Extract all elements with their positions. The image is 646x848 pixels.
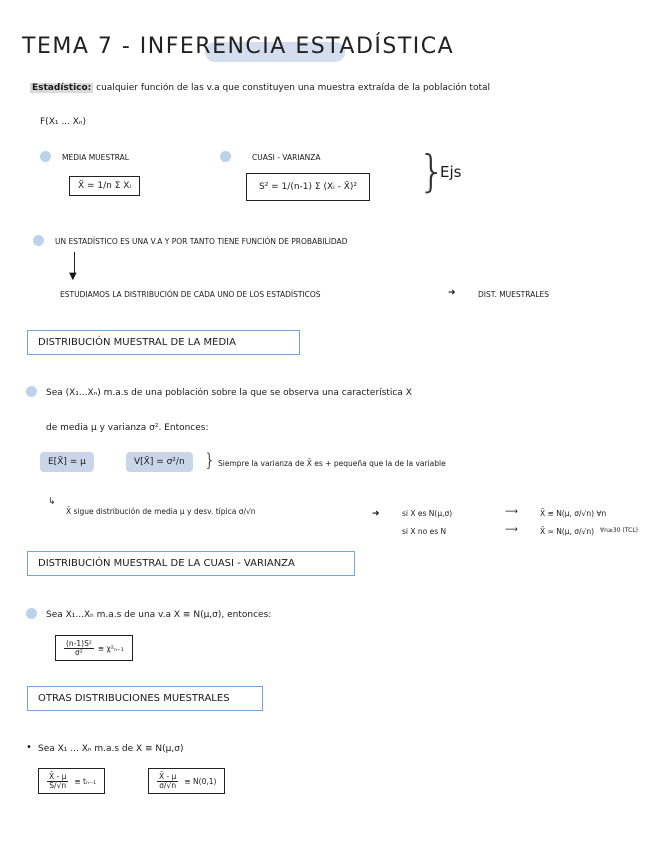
case2-condition: si X no es N — [402, 527, 447, 536]
cuasi-label: CUASI - VARIANZA — [252, 153, 321, 162]
variance-formula: V[X̄] = σ²/n — [126, 452, 193, 472]
section-media-heading: DISTRIBUCIÓN MUESTRAL DE LA MEDIA — [27, 330, 300, 355]
section-cuasi-heading: DISTRIBUCIÓN MUESTRAL DE LA CUASI - VARIANZA — [27, 551, 355, 576]
follows-text: X̄ sigue distribución de media μ y desv. típica σ/√n — [66, 507, 256, 516]
media-line1: Sea (X₁...Xₙ) m.a.s de una población sobre la que se observa una característica X — [46, 388, 412, 398]
n-formula-denominator: σ/√n — [159, 780, 177, 790]
bullet-4-icon — [26, 608, 37, 619]
function-notation: F(X₁ ... Xₙ) — [40, 117, 87, 127]
definition-text: cualquier función de las v.a que constituyen una muestra extraída de la población total — [96, 83, 490, 93]
case2-note: ∀n≥30 (TCL) — [600, 527, 639, 534]
page-title: TEMA 7 - INFERENCIA ESTADÍSTICA — [22, 34, 455, 59]
small-brace-icon: } — [204, 450, 216, 471]
bullet-5-icon: • — [26, 742, 32, 753]
t-formula-rhs: ≡ tₙ₋₁ — [74, 776, 96, 786]
otras-line: Sea X₁ ... Xₙ m.a.s de X ≡ N(μ,σ) — [38, 744, 184, 754]
statement-text: UN ESTADÍSTICO ES UNA V.A Y POR TANTO TIENE FUNCIÓN DE PROBABILIDAD — [55, 237, 348, 246]
cuasi-line: Sea X₁...Xₙ m.a.s de una v.a X ≡ N(μ,σ), entonces: — [46, 610, 272, 620]
chi-formula-denominator: σ² — [75, 647, 83, 657]
ejs-label: Ejs — [440, 163, 462, 181]
t-formula-numerator: X̄ - μ — [49, 772, 67, 781]
estudiamos-text: ESTUDIAMOS LA DISTRIBUCIÓN DE CADA UNO DE LOS ESTADÍSTICOS — [60, 290, 321, 299]
cuasi-formula: S² = 1/(n-1) Σ (Xᵢ - X̄)² — [246, 173, 370, 201]
section-otras-heading: OTRAS DISTRIBUCIONES MUESTRALES — [27, 686, 263, 711]
dist-muestrales-text: DIST. MUESTRALES — [478, 290, 549, 299]
normal-formula — [148, 768, 225, 794]
n-formula-rhs: ≡ N(0,1) — [184, 776, 217, 786]
bullet-3-icon — [26, 386, 37, 397]
t-student-formula — [38, 768, 105, 794]
media-formula: X̄ = 1/n Σ Xᵢ — [69, 176, 140, 196]
t-formula-denominator: S/√n — [49, 780, 67, 790]
chi-square-formula — [55, 635, 133, 661]
case1-condition: si X es N(μ,σ) — [402, 509, 453, 518]
media-label: MEDIA MUESTRAL — [62, 153, 129, 162]
case1-result: X̄ ≡ N(μ, σ/√n) ∀n — [540, 509, 607, 518]
bullet-2-icon — [220, 151, 231, 162]
case2-result: X̄ ≈ N(μ, σ/√n) — [540, 527, 595, 536]
bullet-1-icon — [40, 151, 51, 162]
variance-note: Siempre la varianza de X̄ es + pequeña que la de la variable — [218, 459, 446, 468]
down-arrow-icon: ▼ — [69, 271, 77, 282]
follows-arrow-icon: ↳ — [48, 497, 56, 507]
arrow-right-3-icon: ⟶ — [505, 525, 518, 535]
expectation-formula: E[X̄] = μ — [40, 452, 94, 472]
arrow-right-2-icon: ⟶ — [505, 507, 518, 517]
right-arrow-icon: ➜ — [448, 288, 456, 298]
definition-line — [30, 83, 490, 93]
brace-icon: } — [418, 146, 446, 197]
media-line2: de media μ y varianza σ². Entonces: — [46, 423, 209, 433]
definition-term: Estadístico: — [32, 83, 92, 93]
chi-formula-numerator: (n-1)S² — [66, 639, 92, 648]
arrow-right-1-icon: ➜ — [372, 509, 380, 519]
n-formula-numerator: X̄ - μ — [159, 772, 177, 781]
arrow-bullet-icon — [33, 235, 44, 246]
chi-formula-rhs: ≡ χ²ₙ₋₁ — [97, 643, 124, 653]
